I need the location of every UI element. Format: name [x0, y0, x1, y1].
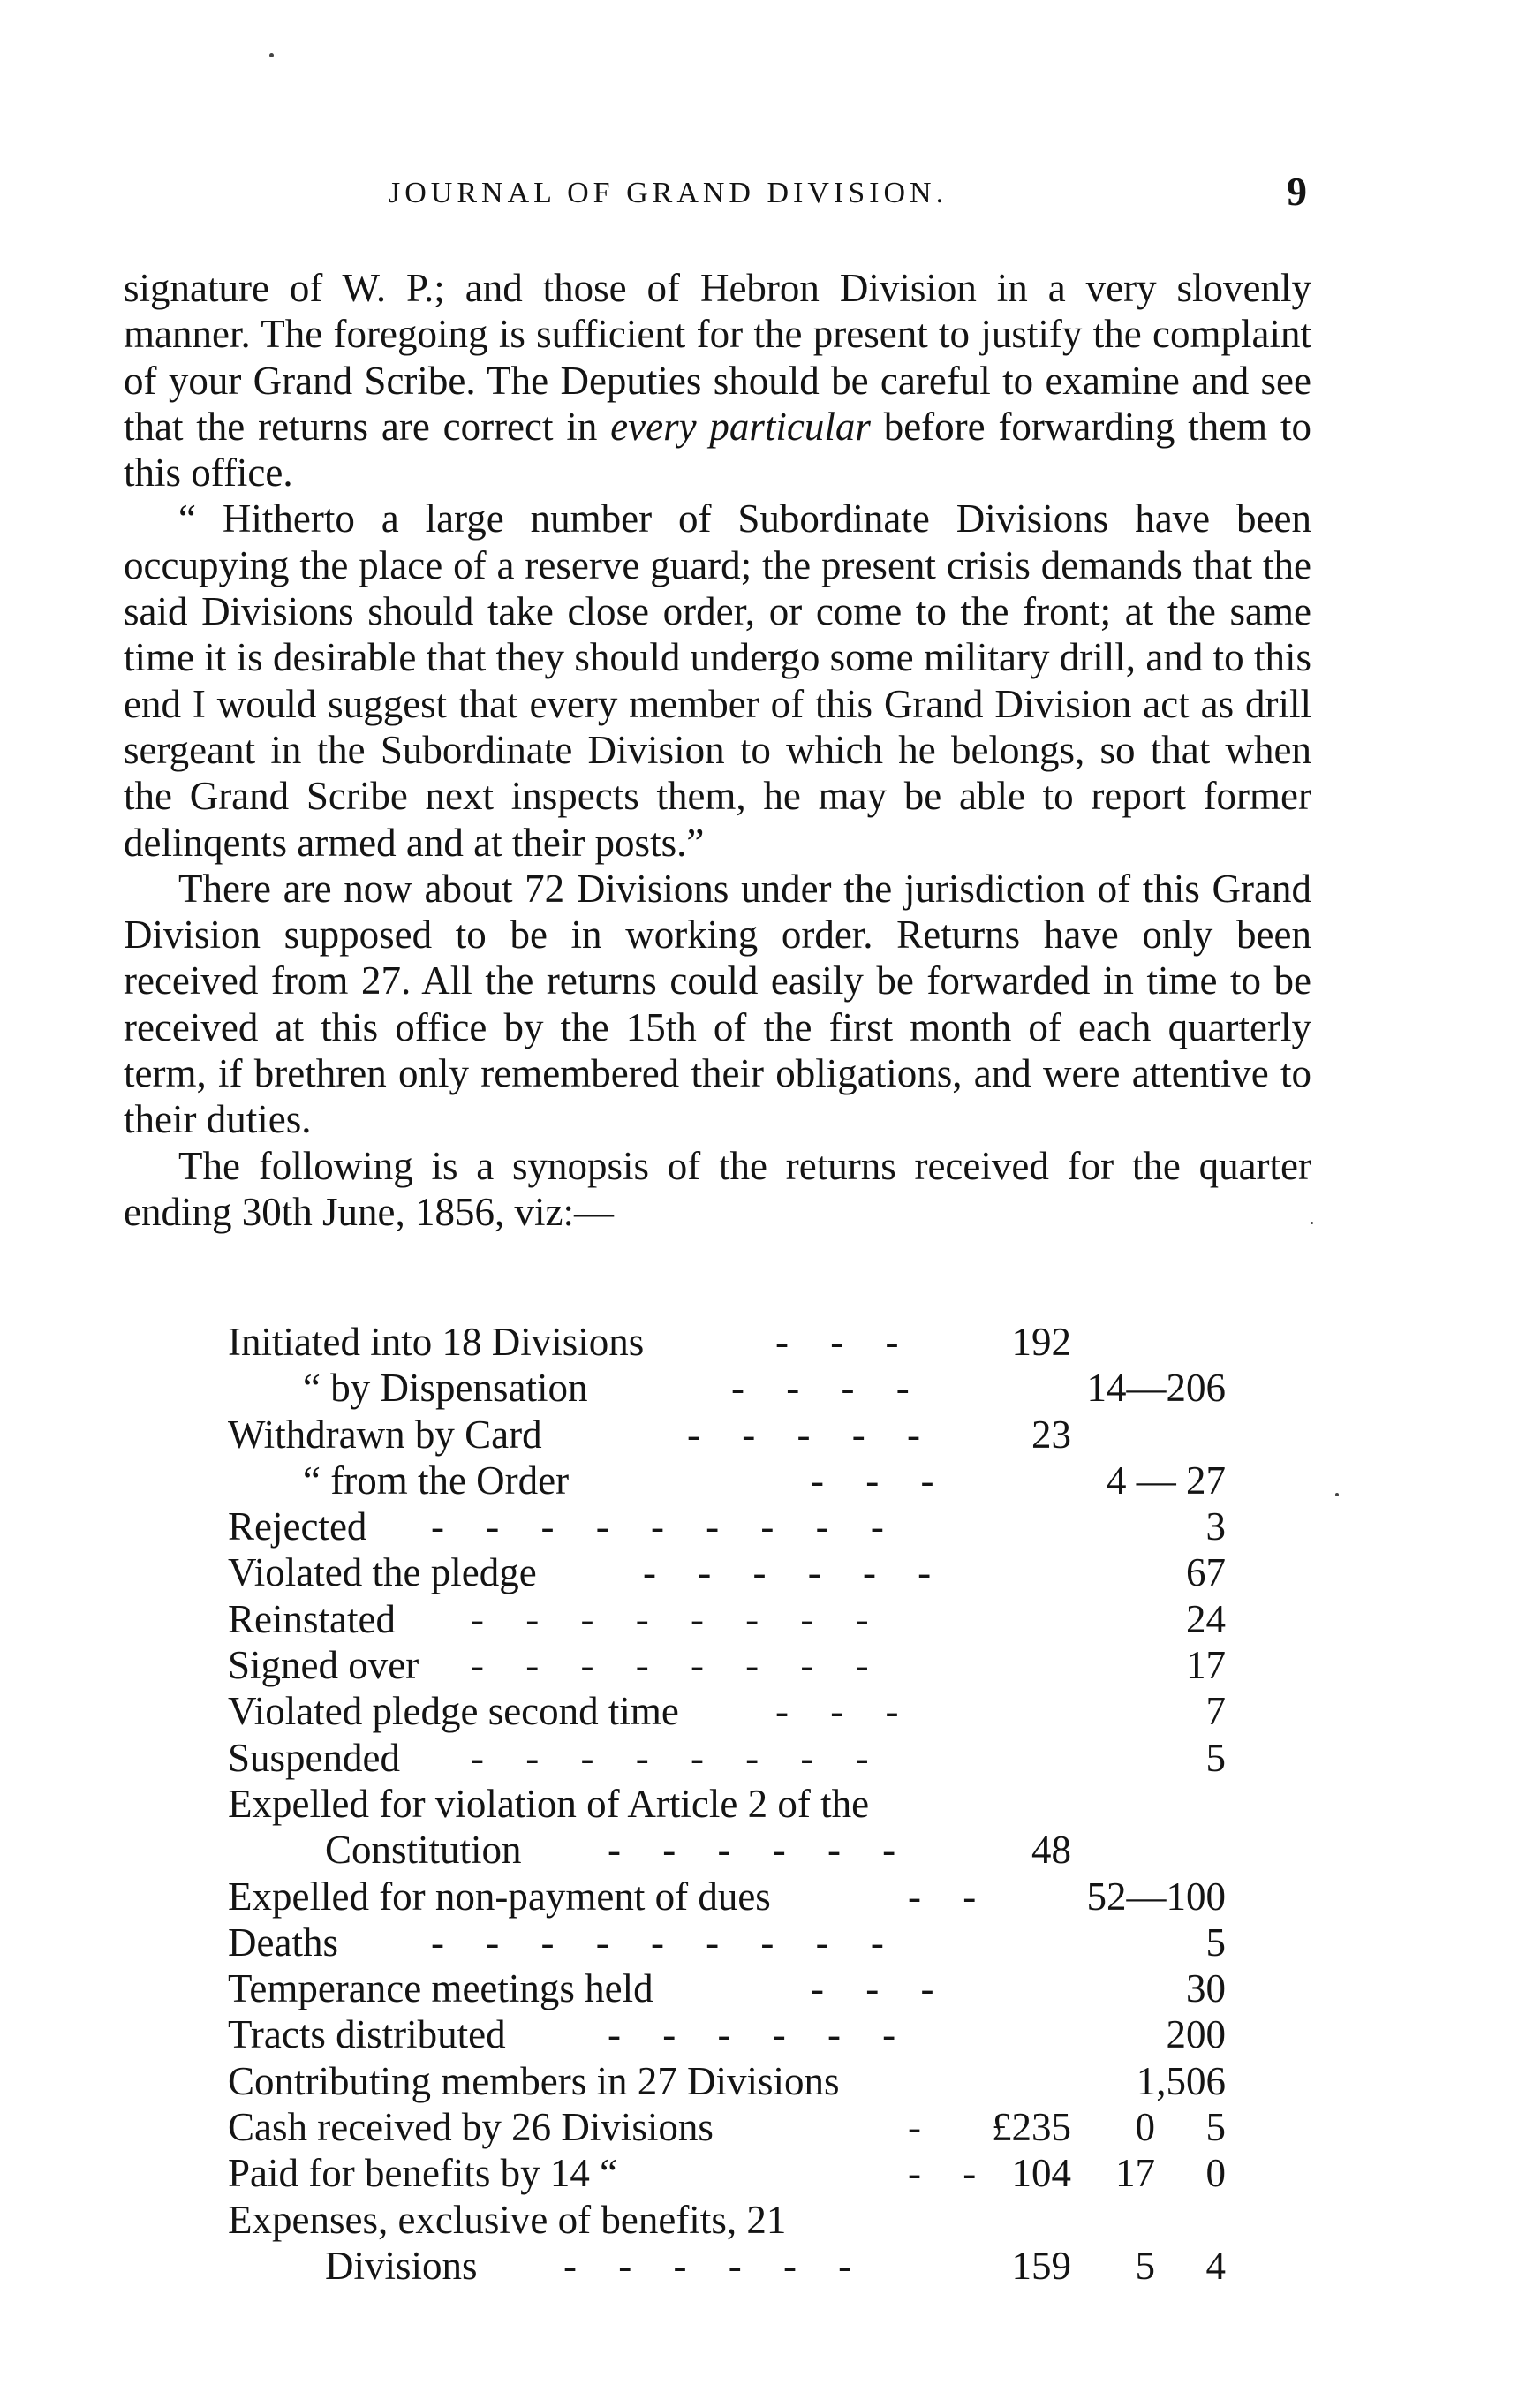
row-label: Reinstated	[228, 1596, 396, 1641]
row-total: 7	[1205, 1689, 1226, 1734]
row-label: Expenses, exclusive of benefits, 21	[228, 2197, 787, 2242]
row-label: Expelled for non-payment of dues	[228, 1874, 771, 1919]
row-label: Temperance meetings held	[228, 1966, 653, 2011]
row-label: Withdrawn by Card	[228, 1412, 542, 1457]
dot-leaders: - - - - - - - -	[471, 1596, 885, 1641]
row-label: Contributing members in 27 Divisions	[228, 2058, 840, 2103]
table-row	[228, 1920, 1226, 1965]
dot-leaders: - - - - - -	[563, 2243, 868, 2288]
row-value: 48	[1031, 1828, 1071, 1873]
paragraph-synopsis-intro: The following is a synopsis of the returns received for the quarter ending 30th June, 1856, viz:—	[124, 1143, 1311, 1234]
shillings-value: 5	[1135, 2243, 1155, 2288]
row-label: “ by Dispensation	[303, 1366, 588, 1411]
table-row	[228, 1412, 1226, 1458]
body-text	[124, 265, 1311, 1235]
dot-leaders: - - - - -	[687, 1412, 936, 1457]
table-row	[228, 1688, 1226, 1734]
dot-leaders: - - - - - - - -	[471, 1643, 885, 1688]
pence-value: 0	[1205, 2151, 1226, 2196]
pence-value: 4	[1205, 2243, 1226, 2288]
paragraph-text: before forwarding them to this office.	[124, 404, 1311, 496]
pounds-value: 104	[1011, 2151, 1071, 2196]
dot-leaders: - -	[908, 1874, 993, 1919]
dot-leaders: - - - - - - - - -	[431, 1504, 900, 1549]
pence-value: 5	[1205, 2105, 1226, 2150]
row-total: 3	[1205, 1504, 1226, 1549]
emphasis-text: every particular	[610, 404, 871, 449]
table-row	[228, 1781, 1226, 1827]
table-row	[228, 1874, 1226, 1920]
pounds-value: 159	[1011, 2243, 1071, 2288]
row-total: 14—206	[1086, 1366, 1226, 1411]
row-total: 30	[1186, 1966, 1226, 2011]
row-label: Expelled for violation of Article 2 of the	[228, 1781, 870, 1826]
row-label: Tracts distributed	[228, 2012, 506, 2057]
row-total: 24	[1186, 1596, 1226, 1641]
table-row	[228, 2150, 1226, 2196]
table-row	[228, 1549, 1226, 1595]
row-label: Initiated into 18 Divisions	[228, 1320, 645, 1364]
row-label: Deaths	[228, 1920, 338, 1965]
row-total: 52—100	[1086, 1874, 1226, 1919]
table-row	[228, 1735, 1226, 1781]
dot-leaders: - - - - - - - -	[471, 1735, 885, 1780]
row-total: 1,506	[1136, 2058, 1226, 2103]
row-value: 23	[1031, 1412, 1071, 1457]
row-total: 17	[1186, 1643, 1226, 1688]
dot-leaders: - - -	[775, 1320, 915, 1364]
paragraph-continuation	[124, 265, 1311, 496]
print-speck	[269, 53, 274, 57]
table-row	[228, 1503, 1226, 1549]
paragraph-quote: “ Hitherto a large number of Subordinate Divisions have been occupying the place of a reserve guard; the present crisis demands that the said Divisions should take close order, or come to the front; at the same time it is desirable that they should undergo some military drill, and to this end I would suggest that every member of this Grand Division act as drill sergeant in the Subordinate Division to which he belongs, so that when the Grand Scribe next inspects them, he may be able to report former delinqents armed and at their posts.”	[124, 496, 1311, 865]
table-row	[228, 2197, 1226, 2243]
row-label: “ from the Order	[303, 1458, 570, 1503]
dot-leaders: - -	[908, 2151, 993, 2196]
dot-leaders: - - - - - -	[608, 1828, 912, 1873]
dot-leaders: - - - -	[731, 1366, 925, 1411]
table-row	[228, 1827, 1226, 1873]
table-row	[228, 2011, 1226, 2057]
row-total: 5	[1205, 1735, 1226, 1780]
print-speck	[1335, 1493, 1339, 1496]
page-header	[132, 168, 1307, 224]
dot-leaders: - - - - - - - - -	[431, 1920, 900, 1965]
synopsis-table	[228, 1319, 1226, 2289]
row-label: Divisions	[325, 2243, 478, 2288]
row-label: Violated the pledge	[228, 1550, 537, 1595]
row-label: Signed over	[228, 1643, 419, 1688]
dot-leaders: -	[908, 2105, 937, 2150]
row-total: 5	[1205, 1920, 1226, 1965]
row-total: 67	[1186, 1550, 1226, 1595]
pounds-value: £235	[992, 2105, 1071, 2150]
table-row	[228, 1965, 1226, 2011]
table-row	[228, 2058, 1226, 2104]
dot-leaders: - - -	[811, 1458, 950, 1503]
table-row	[228, 2104, 1226, 2150]
running-head: JOURNAL OF GRAND DIVISION.	[389, 177, 948, 209]
table-row	[228, 1642, 1226, 1688]
row-label: Suspended	[228, 1735, 400, 1780]
table-row	[228, 1365, 1226, 1411]
row-label: Paid for benefits by 14 “	[228, 2151, 618, 2196]
page-number: 9	[1287, 169, 1307, 214]
table-row	[228, 2243, 1226, 2289]
row-label: Constitution	[325, 1828, 522, 1873]
dot-leaders: - - - - - -	[643, 1550, 948, 1595]
dot-leaders: - - -	[811, 1966, 950, 2011]
table-row	[228, 1319, 1226, 1365]
row-label: Cash received by 26 Divisions	[228, 2105, 714, 2150]
row-total: 200	[1166, 2012, 1226, 2057]
row-label: Rejected	[228, 1504, 367, 1549]
table-row	[228, 1596, 1226, 1642]
shillings-value: 0	[1135, 2105, 1155, 2150]
row-label: Violated pledge second time	[228, 1689, 679, 1734]
dot-leaders: - - - - - -	[608, 2012, 912, 2057]
paragraph-divisions: There are now about 72 Divisions under the jurisdiction of this Grand Division supposed to be in working order. Returns have only been received from 27. All the returns could easily be forwarded in time to be received at this office by the 15th of the first month of each quarterly term, if brethren only remembered their obligations, and were attentive to their duties.	[124, 866, 1311, 1142]
row-total: 4 — 27	[1107, 1458, 1226, 1503]
dot-leaders: - - -	[775, 1689, 915, 1734]
shillings-value: 17	[1115, 2151, 1155, 2196]
table-row	[228, 1458, 1226, 1503]
row-value: 192	[1011, 1320, 1071, 1364]
paragraph-text: signature of W. P.; and those of Hebron Division in a very slovenly manner. The foregoing is sufficient for the present to justify the complaint of your Grand Scribe. The Deputies should be careful to examine and see that the returns are correct in	[124, 266, 1311, 449]
